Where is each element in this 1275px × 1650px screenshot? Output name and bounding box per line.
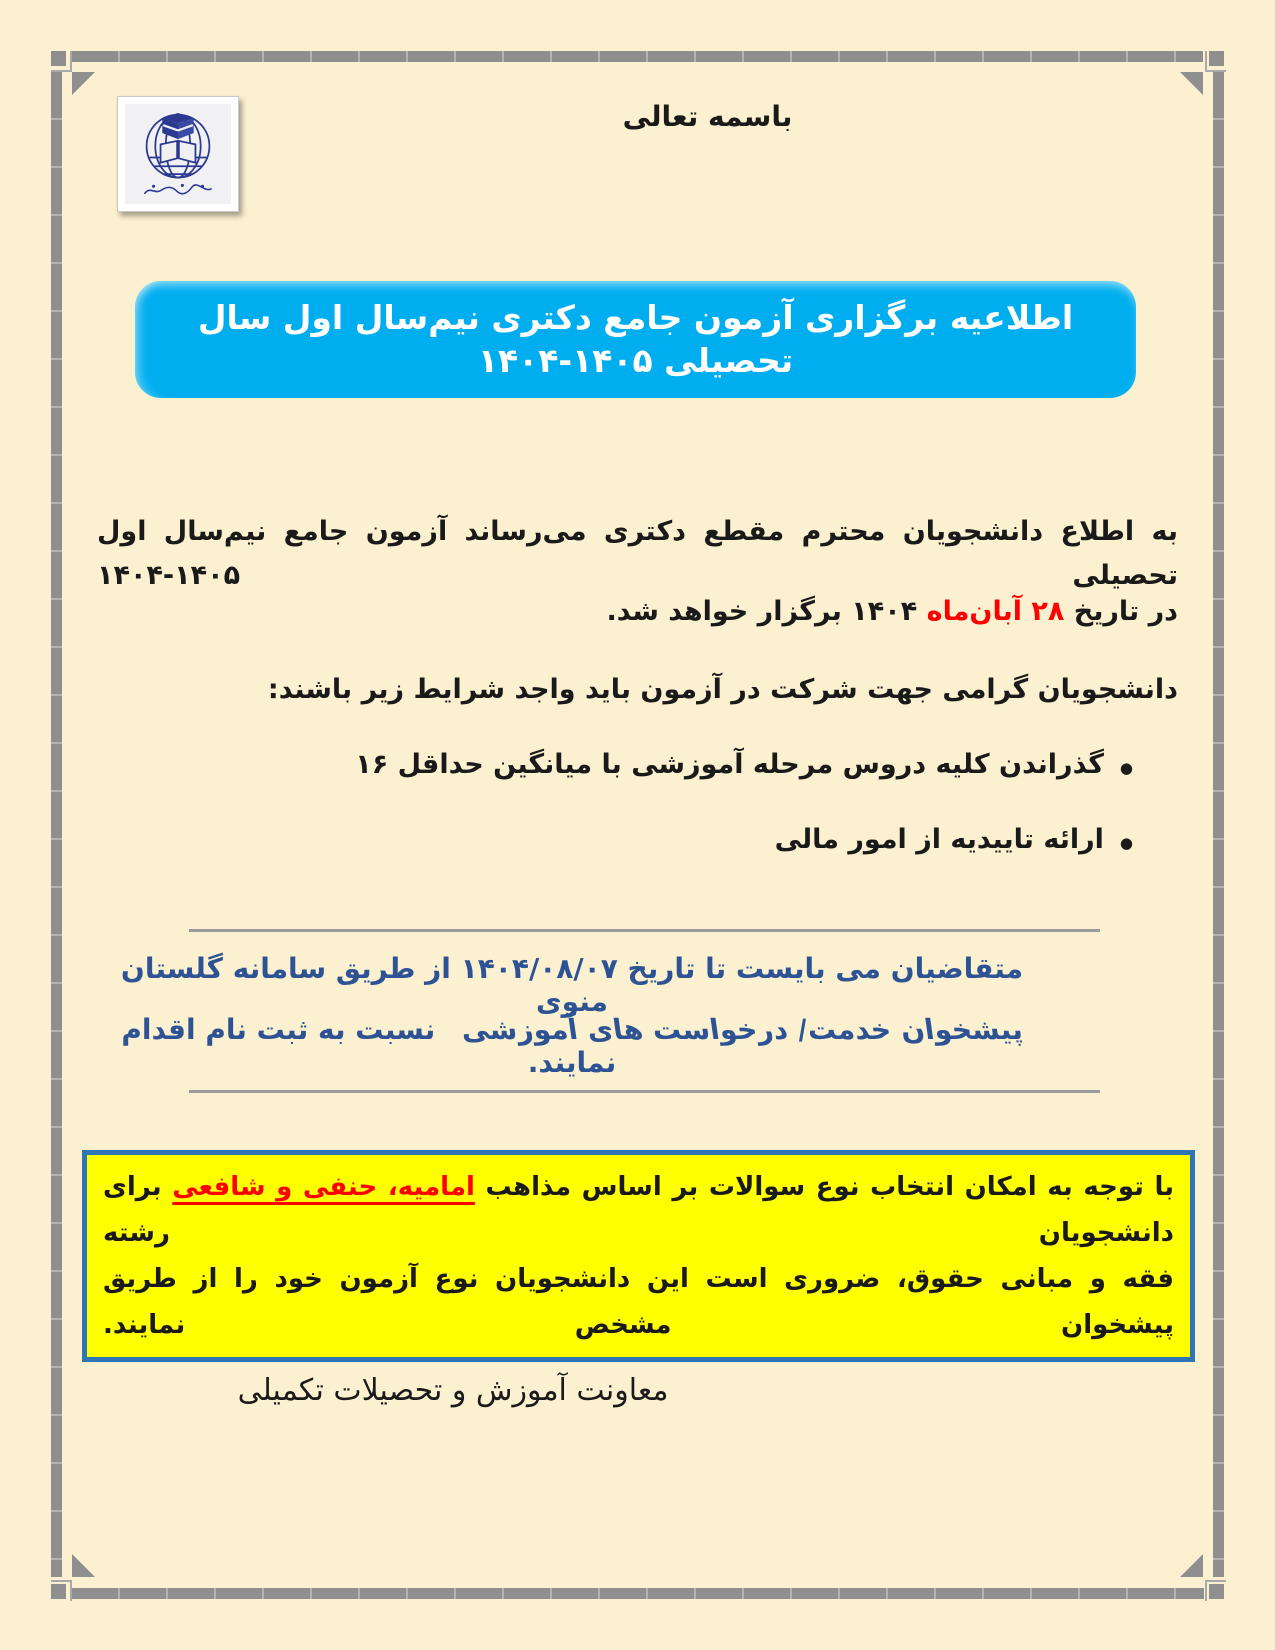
bullet-icon: ● <box>1119 834 1133 852</box>
corner-square-bottom-left <box>51 1584 66 1599</box>
date-prefix: در تاریخ <box>1064 596 1178 627</box>
registration-menu-path: پیشخوان خدمت/ درخواست های آموزشی <box>458 1013 1025 1046</box>
registration-line-2 <box>100 1013 1044 1079</box>
notice-box <box>82 1150 1195 1362</box>
notice-line-2: فقه و مبانی حقوق، ضروری است این دانشجویان نوع آزمون خود را از طریق پیشخوان مشخص نمایند. <box>103 1264 1174 1340</box>
corner-square-bottom-right <box>1209 1584 1224 1599</box>
notice-text: با توجه به امکان انتخاب نوع سوالات بر اساس مذاهب <box>474 1172 1174 1202</box>
corner-square-top-right <box>1209 51 1224 66</box>
conditions-heading: دانشجویان گرامی جهت شرکت در آزمون باید واجد شرایط زیر باشند: <box>267 674 1178 705</box>
date-suffix: ۱۴۰۴ برگزار خواهد شد. <box>606 596 927 627</box>
corner-triangle-bottom-left <box>72 1554 95 1577</box>
bullet-icon: ● <box>1119 759 1133 777</box>
divider-line <box>189 1090 1100 1093</box>
corner-square-top-left <box>51 51 66 66</box>
university-emblem-icon <box>125 104 231 204</box>
date-highlight: ۲۸ آبان‌ماه <box>926 596 1065 627</box>
list-item <box>120 742 1133 791</box>
condition-text: ارائه تاییدیه از امور مالی <box>774 824 1104 855</box>
registration-line-1: متقاضیان می بایست تا تاریخ ۱۴۰۴/۰۸/۰۷ از طریق سامانه گلستان منوی <box>120 952 1024 1018</box>
date-paragraph <box>97 590 1178 634</box>
notice-text: برای دانشجویان رشته <box>103 1172 1174 1248</box>
announcement-banner <box>135 281 1136 398</box>
corner-triangle-top-right <box>1180 72 1203 95</box>
bismillah-heading: باسمه تعالی <box>622 100 793 133</box>
divider-line <box>189 929 1100 932</box>
notice-highlight: امامیه، حنفی و شافعی <box>172 1172 475 1202</box>
corner-triangle-top-left <box>72 72 95 95</box>
conditions-list <box>120 742 1133 892</box>
registration-action: نسبت به ثبت نام اقدام نمایند. <box>121 1013 617 1079</box>
signature: معاونت آموزش و تحصیلات تکمیلی <box>237 1373 669 1408</box>
intro-paragraph: به اطلاع دانشجویان محترم مقطع دکتری می‌رساند آزمون جامع نیم‌سال اول تحصیلی ۱۴۰۵-۱۴۰۴ <box>97 516 1178 591</box>
corner-triangle-bottom-right <box>1180 1554 1203 1577</box>
notice-line-1 <box>103 1164 1174 1256</box>
border-bar-top <box>72 51 1203 62</box>
list-item <box>120 817 1133 866</box>
border-bar-left <box>51 72 62 1577</box>
border-bar-right <box>1213 72 1224 1577</box>
border-bar-bottom <box>72 1588 1204 1599</box>
university-logo <box>117 96 239 212</box>
condition-text: گذراندن کلیه دروس مرحله آموزشی با میانگین حداقل ۱۶ <box>355 749 1104 780</box>
announcement-title: اطلاعیه برگزاری آزمون جامع دکتری نیم‌سال اول سال تحصیلی ۱۴۰۵-۱۴۰۴ <box>197 297 1074 380</box>
